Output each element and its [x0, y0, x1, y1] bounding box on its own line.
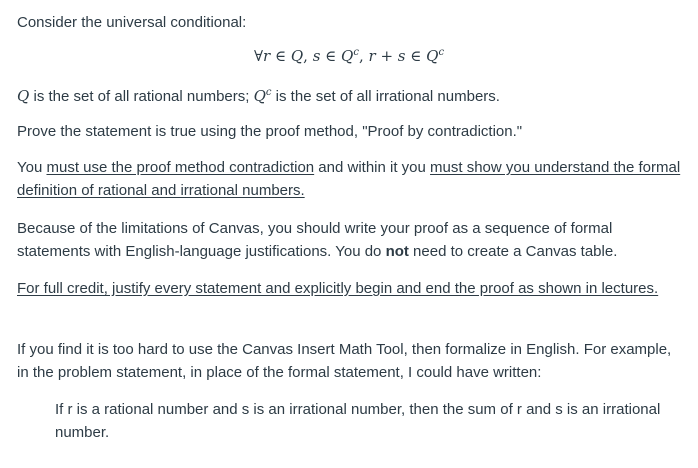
canvas-limitations: [17, 217, 685, 263]
formula-comma: ,: [358, 47, 369, 65]
formula-Q: Q: [341, 47, 354, 65]
english-example: If r is a rational number and s is an irrational number, then the sum of r and s is an irrational number.: [55, 401, 661, 441]
must-text-1: You: [17, 159, 47, 176]
element-of-symbol: ∈: [405, 47, 427, 65]
formula-comma: ,: [303, 47, 313, 65]
bold-not: not: [385, 243, 409, 260]
canvas-text-2: need to create a Canvas table.: [408, 243, 618, 260]
full-credit-instruction: [17, 277, 677, 300]
intro-text: Consider the universal conditional:: [17, 14, 247, 31]
element-of-symbol: ∈: [270, 47, 291, 65]
formula-r: r: [263, 47, 271, 65]
complement-superscript: c: [438, 47, 445, 58]
underline-full-credit: For full credit, justify every statement and explicitly begin and end the proof as shown in lectures.: [17, 280, 659, 297]
complement-superscript: c: [265, 87, 272, 98]
sets-text-2: is the set of all irrational numbers.: [271, 88, 500, 105]
element-of-symbol: ∈: [320, 47, 342, 65]
formula-Q: Q: [426, 47, 439, 65]
must-requirements: [17, 156, 685, 202]
universal-conditional-formula: [0, 47, 698, 65]
forall-symbol: ∀: [253, 47, 264, 65]
formula-s: s: [312, 47, 321, 65]
formula-r-plus-s: r + s: [368, 47, 406, 65]
underline-formal-definition: must show you understand the formal definition of rational and irrational numbers.: [17, 159, 681, 199]
set-Q: Q: [17, 87, 30, 105]
set-Qc: Q: [253, 87, 266, 105]
complement-superscript: c: [353, 47, 359, 58]
canvas-text-1: Because of the limitations of Canvas, you should write your proof as a sequence of formal statements with English-language justifications. You do: [17, 220, 613, 260]
sets-text-1: is the set of all rational numbers;: [29, 88, 254, 105]
formula-Q: Q: [290, 47, 304, 65]
underline-proof-method: must use the proof method contradiction: [46, 159, 315, 176]
must-text-2: and within it you: [314, 159, 431, 176]
sets-definition: [17, 85, 500, 108]
prove-instruction: Prove the statement is true using the proof method, "Proof by contradiction.": [17, 123, 523, 140]
math-tool-note: If you find it is too hard to use the Canvas Insert Math Tool, then formalize in English. For example, in the problem statement, in place of the formal statement, I could have written:: [17, 341, 672, 381]
